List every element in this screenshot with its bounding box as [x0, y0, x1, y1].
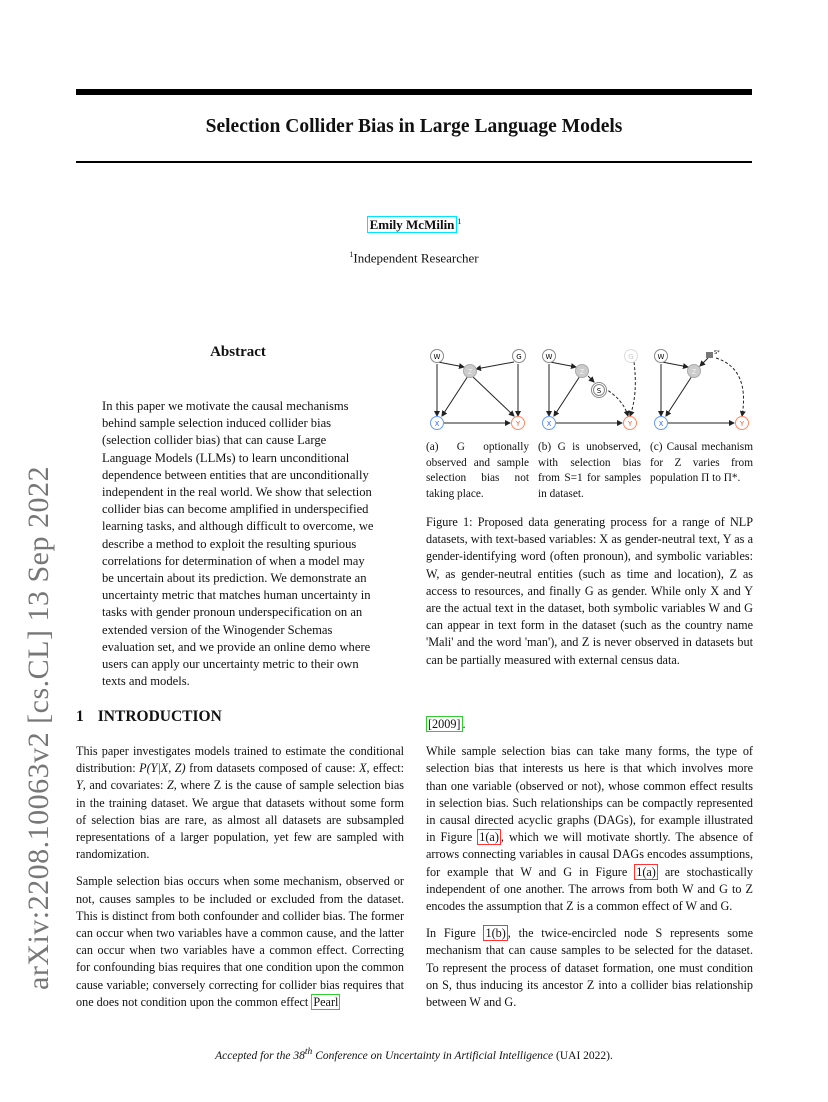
p1-text-d: , effect:	[366, 761, 405, 776]
subcaption-a: (a) G optionally observed and sample selection bias not taking place.	[426, 441, 529, 500]
author-line	[76, 217, 752, 233]
right-paragraph-2	[426, 925, 753, 1011]
node-g-b: G	[628, 353, 634, 361]
top-rule	[76, 89, 752, 95]
citation-year[interactable]	[426, 716, 463, 732]
citation-continuation	[426, 716, 753, 733]
section-heading	[76, 708, 236, 726]
affiliation-text: Independent Researcher	[353, 250, 479, 266]
arxiv-stamp: arXiv:2208.10063v2 [cs.CL] 13 Sep 2022	[22, 466, 55, 990]
node-z-c: Z	[691, 368, 697, 376]
node-w-b: W	[545, 353, 553, 361]
abstract-text: In this paper we motivate the causal mechanisms behind sample selection induced collider bias (selection collider bias) that can cause Large Language Models (LLMs) to learn unconditional dependence between entities that are unconditionally independent in the real world. We show that selection collider bias can become amplified in underspecified learning tasks, and although difficult to overcome, we describe a method to exploit the resulting spurious correlations for determination of when a model may be uncertain about its prediction. We demonstrate an uncertainty metric that matches human uncertainty in tasks with gender pronoun underspecification on an extended version of the Winogender Schemas evaluation set, and we provide an online demo where users can apply our uncertainty metric to their own texts and models.	[102, 399, 374, 689]
p1-text-f: , and covariates:	[82, 778, 167, 793]
citation-pearl-text: Pearl	[313, 994, 339, 1009]
citation-year-text: [2009]	[428, 717, 461, 731]
paper-title: Selection Collider Bias in Large Language Models	[205, 116, 623, 137]
subcaption-b: (b) G is unobserved, with selection bias from S=1 for samples in dataset.	[538, 441, 641, 500]
rp2-text-a: In Figure	[426, 926, 484, 941]
node-w-c: W	[657, 353, 665, 361]
affiliation	[76, 250, 752, 266]
affiliation-sup: 1	[349, 250, 354, 259]
p1-text-h: , where Z is the cause of sample selection bias in the training dataset. We argue that datasets without some form of selection bias are rare, as almost all datasets are subsampled representations of a larger population, yet few are sampled with randomization.	[76, 778, 404, 862]
node-x-b: X	[546, 420, 552, 428]
p1-text-b: from datasets composed of cause:	[185, 761, 360, 776]
section-number: 1	[76, 708, 84, 725]
footer-post: Conference on Uncertainty in Artificial Intelligence	[312, 1049, 554, 1062]
rp1-text-c: are stochastically independent of one another. The arrows from both W and G to Z encodes the assumption that Z is a common effect of W and G.	[426, 864, 753, 914]
author-sup: 1	[457, 217, 462, 226]
intro-right-column	[426, 716, 753, 1011]
figure-caption: Figure 1: Proposed data generating process for a range of NLP datasets, with text-based variables: X as gender-neutral text, Y as a gender-identifying word (often pronoun), and symbolic variables: W, as gender-neutral entities (such as time and location), Z as access to resources, and finally G as gender. While only X and Y are the actual text in the dataset, both symbolic variables W and G can appear in text form in the dataset (such as the country name 'Mali' and the word 'man'), and Z is never observed in datasets but can be partially measured with external census data.	[426, 515, 753, 667]
node-x-c: X	[658, 420, 664, 428]
figure-ref-1a-second-text: 1(a)	[636, 864, 656, 879]
p2-text: Sample selection bias occurs when some mechanism, observed or not, causes samples to be included or excluded from the dataset. This is distinct from both confounder and collider bias. The former can occur when two variables have a common cause, and the latter can occur when two variables have a common effect. Correcting for confounding bias requires that one condition upon the common cause variable; conversely correcting for collider bias requires that one does not condition upon the common effect	[76, 874, 404, 1009]
intro-paragraph-2	[76, 873, 404, 1011]
rp1-text-a: While sample selection bias can take many forms, the type of selection bias that interests us here is that which involves more than one variable (observed or not), whose common effect results in selection bias. Such relationships can be compactly represented in causal directed acyclic graphs (DAGs), for example illustrated in Figure	[426, 744, 753, 845]
p1-formula: P(Y|X, Z)	[139, 761, 186, 776]
node-g-a: G	[516, 353, 522, 361]
p1-var-z: Z	[166, 778, 174, 793]
figure-ref-1b-text: 1(b)	[485, 926, 506, 941]
p1-var-y: Y	[76, 778, 83, 793]
node-z-a: Z	[467, 368, 473, 376]
abstract-heading: Abstract	[210, 344, 266, 360]
node-sstar-c: S*	[714, 350, 720, 356]
node-w-a: W	[433, 353, 441, 361]
author-name: Emily McMilin	[369, 217, 455, 233]
node-y-b: Y	[627, 420, 633, 428]
node-z-b: Z	[579, 368, 585, 376]
footer-tail: (UAI 2022).	[556, 1049, 613, 1062]
footer-sup: th	[304, 1046, 313, 1057]
author-link[interactable]	[367, 216, 458, 233]
node-x-a: X	[434, 420, 440, 428]
p1-text-a: This paper investigates models trained to estimate the conditional distribution:	[76, 744, 404, 776]
figure-ref-1a[interactable]	[477, 829, 501, 845]
figure-ref-1a-text: 1(a)	[479, 830, 499, 845]
title-rule	[76, 161, 752, 163]
figure-ref-1a-second[interactable]	[634, 864, 658, 880]
rp1-text-b: , which we will motivate shortly. The absence of arrows connecting variables in causal DAGs encodes assumptions, for example that W and G in Figure	[426, 830, 753, 879]
node-y-c: Y	[739, 420, 745, 428]
right-paragraph-1	[426, 743, 753, 915]
section-title: INTRODUCTION	[97, 708, 222, 725]
footer-pre: Accepted for the 38	[215, 1049, 305, 1062]
dag-a	[431, 350, 526, 430]
citation-tail: .	[462, 717, 466, 731]
figure-ref-1b[interactable]	[483, 925, 507, 941]
intro-left-column	[76, 743, 404, 1011]
rp2-text-b: , the twice-encircled node S represents some mechanism that can cause samples to be selected for the dataset. To represent the process of dataset formation, one must condition on S, thus inducing its ancestor Z into a collider bias relationship between W and G.	[426, 926, 753, 1010]
citation-pearl[interactable]	[311, 994, 340, 1010]
dag-c	[655, 350, 749, 430]
dag-b	[543, 350, 638, 430]
causal-dag-figure	[426, 344, 756, 434]
node-y-a: Y	[515, 420, 521, 428]
intro-paragraph-1	[76, 743, 404, 863]
p1-var-x: X	[359, 761, 367, 776]
page-footer	[76, 1046, 752, 1062]
subcaption-c: (c) Causal mechanism for Z varies from population Π to Π*.	[650, 441, 753, 484]
node-s-b: S	[596, 387, 602, 395]
